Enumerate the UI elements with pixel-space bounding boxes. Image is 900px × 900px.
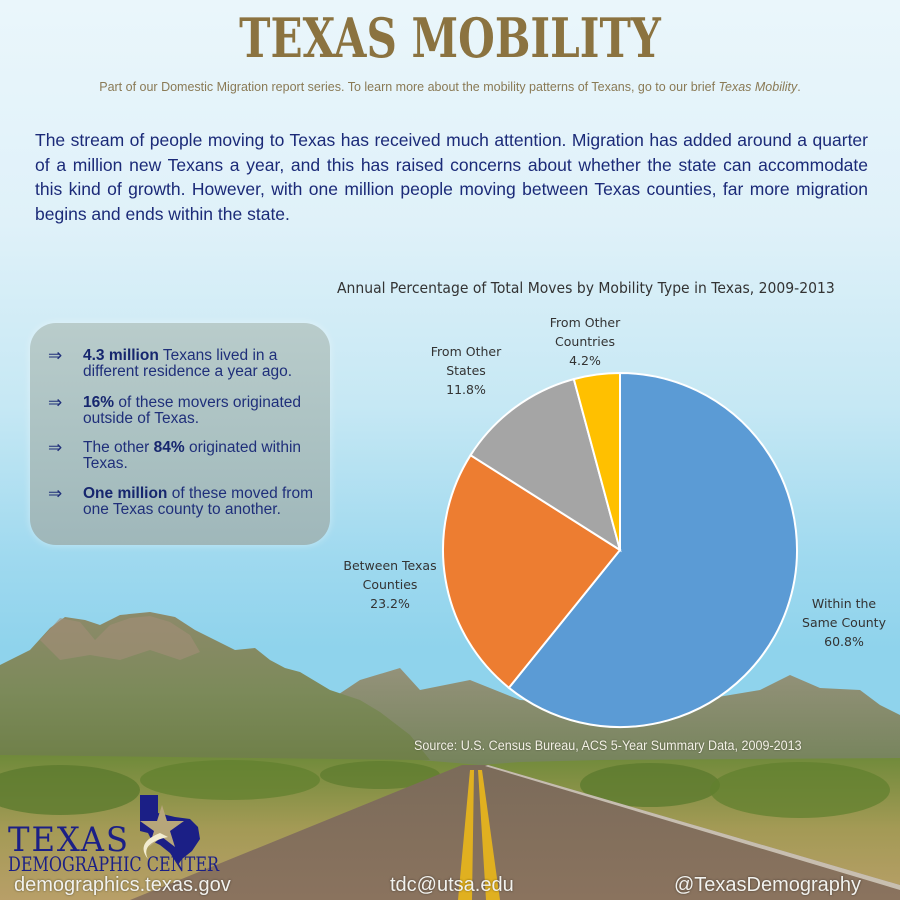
- pie-label-within-county: Within the Same County 60.8%: [802, 596, 886, 649]
- twitter-handle-link[interactable]: @TexasDemography: [674, 874, 862, 896]
- source-note: Source: U.S. Census Bureau, ACS 5-Year Summary Data, 2009-2013: [414, 738, 802, 753]
- website-link[interactable]: demographics.texas.gov: [14, 874, 231, 896]
- logo-texas: TEXAS: [8, 820, 130, 860]
- logo-demographic-center: DEMOGRAPHIC CENTER: [8, 852, 220, 876]
- double-arrow-icon: ⇒: [48, 438, 63, 457]
- intro-paragraph: The stream of people moving to Texas has received much attention. Migration has added around a quarter of a million new Texans a year, and this has raised concerns about whether the state can accommodate this kind of growth. However, with one million people moving between Texas counties, far more migration begins and ends within the state.: [35, 130, 868, 224]
- key-facts-box: ⇒ 4.3 million Texans lived in a different residence a year ago. ⇒ 16% of these movers originated outside of Texas. ⇒ The other 84% originated within Texas. ⇒ One million of these moved from one Texas county to another.: [30, 323, 330, 545]
- chart-title: Annual Percentage of Total Moves by Mobility Type in Texas, 2009-2013: [337, 279, 835, 297]
- brief-link[interactable]: Texas Mobility: [718, 80, 798, 94]
- subtitle: Part of our Domestic Migration report series. To learn more about the mobility patterns of Texans, go to our brief Texas Mobility.: [99, 80, 801, 94]
- double-arrow-icon: ⇒: [48, 346, 63, 365]
- subtitle-text: Part of our Domestic Migration report series. To learn more about the mobility patterns of Texans, go to our brief: [99, 80, 719, 94]
- pie-label-between-counties: Between Texas Counties 23.2%: [343, 558, 437, 611]
- double-arrow-icon: ⇒: [48, 393, 63, 412]
- pie-label-other-countries: From Other Countries 4.2%: [549, 315, 621, 368]
- page-title: TEXAS MOBILITY: [239, 6, 661, 70]
- double-arrow-icon: ⇒: [48, 484, 63, 503]
- email-link[interactable]: tdc@utsa.edu: [390, 874, 514, 896]
- pie-label-other-states: From Other States 11.8%: [430, 344, 502, 397]
